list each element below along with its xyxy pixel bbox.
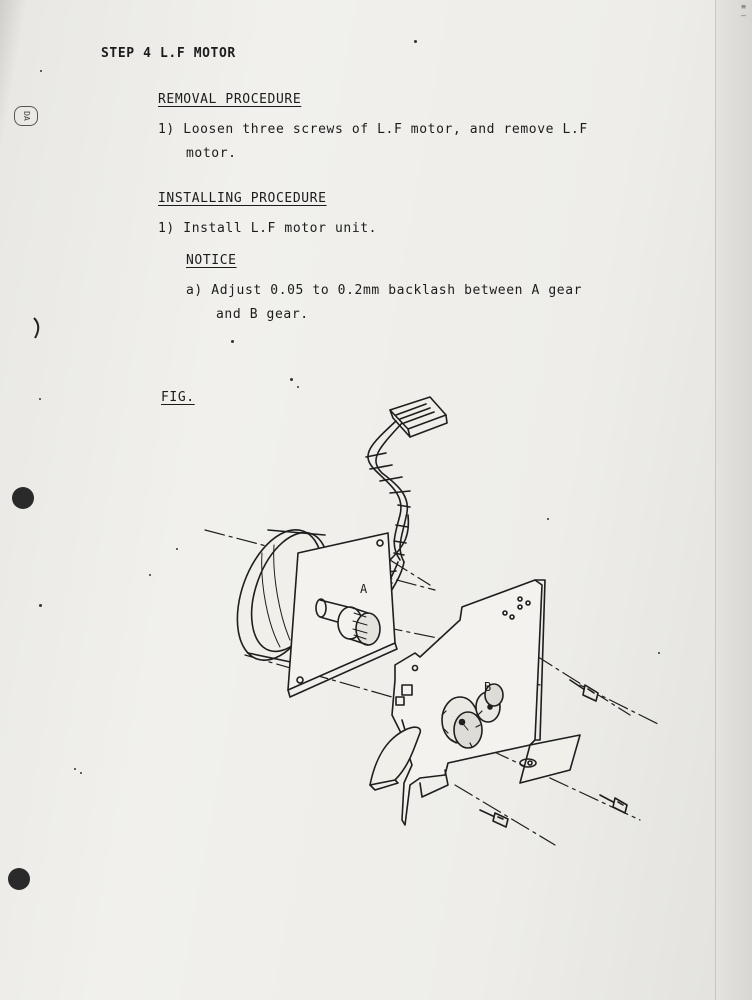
notice-a-line-2: and B gear. <box>216 307 309 322</box>
speck <box>80 772 82 774</box>
speck <box>231 340 234 343</box>
screw-lower-right <box>600 795 627 813</box>
step-title: STEP 4 L.F MOTOR <box>101 46 236 61</box>
screw-bottom <box>480 810 508 827</box>
installing-step-1: 1) Install L.F motor unit. <box>158 221 378 236</box>
removal-heading: REMOVAL PROCEDURE <box>158 92 302 107</box>
figure-label: FIG. <box>161 390 195 405</box>
speck <box>149 574 151 576</box>
callout-a: A <box>360 582 368 596</box>
installing-heading: INSTALLING PROCEDURE <box>158 191 327 206</box>
removal-step-1-line-1: 1) Loosen three screws of L.F motor, and remove L.F <box>158 122 588 137</box>
speck <box>39 604 42 607</box>
callout-b: B <box>484 680 492 694</box>
punch-hole-bottom <box>8 868 30 890</box>
lf-motor-exploded-diagram <box>190 385 670 865</box>
screw-upper-right <box>570 680 598 701</box>
notice-heading: NOTICE <box>186 253 237 268</box>
next-page-edge <box>715 0 752 1000</box>
speck <box>176 548 178 550</box>
removal-step-1-line-2: motor. <box>186 146 237 161</box>
edge-marks: ≡ — <box>741 2 746 20</box>
margin-label: DA <box>14 106 38 126</box>
speck <box>39 398 41 400</box>
punch-hole-top <box>12 487 34 509</box>
speck <box>40 70 42 72</box>
margin-bracket-mark <box>30 316 46 340</box>
notice-a-line-1: a) Adjust 0.05 to 0.2mm backlash between A gear <box>186 283 583 298</box>
connector-plug <box>390 397 447 437</box>
speck <box>414 40 417 43</box>
speck <box>290 378 293 381</box>
speck <box>74 768 76 770</box>
